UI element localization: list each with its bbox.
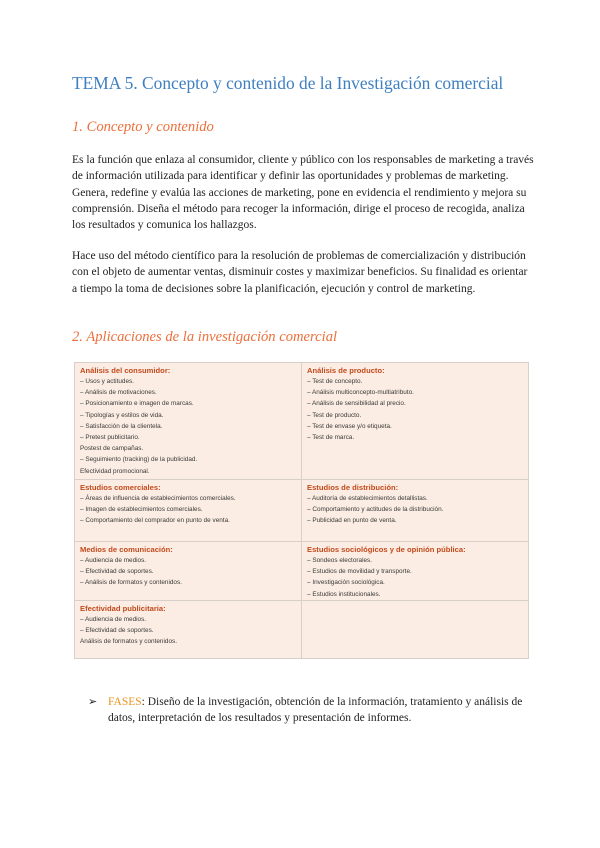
table-cell bbox=[302, 363, 529, 480]
table-cell-item: – Investigación sociológica. bbox=[307, 579, 385, 587]
table-cell-item: – Comportamiento y actitudes de la distribución. bbox=[307, 506, 444, 514]
table-cell-item: – Comportamiento del comprador en punto de venta. bbox=[80, 517, 230, 525]
table-cell-list bbox=[307, 376, 523, 443]
table-cell-item: – Análisis de motivaciones. bbox=[80, 389, 157, 397]
table-cell-item: Análisis de formatos y contenidos. bbox=[80, 638, 177, 646]
table-cell-item: – Audiencia de medios. bbox=[80, 616, 147, 623]
table-cell-item: – Efectividad de soportes. bbox=[80, 627, 154, 635]
table-cell-item: – Audiencia de medios. bbox=[80, 557, 147, 564]
table-cell-item: – Test de marca. bbox=[307, 434, 355, 442]
table-cell-empty bbox=[302, 601, 529, 659]
table-cell-item: – Usos y actitudes. bbox=[80, 378, 134, 385]
table-cell-title: Medios de comunicación: bbox=[80, 545, 173, 554]
table-cell bbox=[75, 363, 302, 480]
table-cell-title: Análisis de producto: bbox=[307, 366, 385, 375]
table-cell-item: – Efectividad de soportes. bbox=[80, 568, 154, 576]
table-cell-title: Estudios comerciales: bbox=[80, 483, 161, 492]
arrow-bullet-icon: ➢ bbox=[88, 695, 98, 708]
table-cell-list bbox=[80, 555, 296, 589]
table-cell-item: – Estudios institucionales. bbox=[307, 590, 381, 598]
table-cell-item: – Análisis de formatos y contenidos. bbox=[80, 579, 182, 587]
table-cell bbox=[302, 480, 529, 542]
table-cell-item: – Posicionamiento e imagen de marcas. bbox=[80, 400, 194, 408]
table-cell-list bbox=[307, 493, 523, 527]
table-cell-list bbox=[80, 614, 296, 648]
fases-label: FASES bbox=[108, 696, 142, 708]
table-cell-title: Estudios de distribución: bbox=[307, 483, 399, 492]
table-cell-item: – Pretest publicitario. bbox=[80, 434, 140, 442]
table-cell bbox=[302, 542, 529, 601]
table-cell-item: – Test de concepto. bbox=[307, 378, 363, 385]
table-cell-item: – Análisis multiconcepto-multiatributo. bbox=[307, 389, 414, 397]
fases-text bbox=[108, 694, 528, 727]
table-cell-item: Postest de campañas. bbox=[80, 445, 144, 453]
table-cell-list bbox=[80, 493, 296, 527]
section-1-heading: 1. Concepto y contenido bbox=[72, 119, 214, 135]
table-cell bbox=[75, 542, 302, 601]
table-cell-item: – Publicidad en punto de venta. bbox=[307, 517, 397, 525]
table-cell-list bbox=[307, 555, 523, 600]
table-cell-title: Análisis del consumidor: bbox=[80, 366, 171, 375]
table-cell-list bbox=[80, 376, 296, 477]
fases-description: : Diseño de la investigación, obtención de la información, tratamiento y análisis de datos, interpretación de los resultados y presentación de informes. bbox=[108, 696, 523, 725]
applications-table bbox=[74, 362, 529, 659]
table-cell-item: – Tipologías y estilos de vida. bbox=[80, 411, 164, 419]
table-cell-item: – Estudios de movilidad y transporte. bbox=[307, 568, 412, 576]
table-cell-item: – Satisfacción de la clientela. bbox=[80, 422, 163, 430]
section-1-paragraph-1: Es la función que enlaza al consumidor, cliente y público con los responsables de marketing a través de información utilizada para identificar y definir las oportunidades y problemas de marketing. Genera, redefine y evalúa las acciones de marketing, pone en evidencia el rendimiento y mejora su comprensión. Diseña el método para recoger la información, dirige el proceso de recogida, analiza los resultados y comunica los hallazgos. bbox=[72, 154, 534, 232]
table-cell-title: Estudios sociológicos y de opinión pública: bbox=[307, 545, 466, 554]
table-cell-item: – Imagen de establecimientos comerciales. bbox=[80, 506, 203, 514]
document-title: TEMA 5. Concepto y contenido de la Investigación comercial bbox=[72, 73, 504, 93]
table-cell bbox=[75, 601, 302, 659]
section-2-heading: 2. Aplicaciones de la investigación comercial bbox=[72, 329, 338, 345]
table-cell bbox=[75, 480, 302, 542]
section-1-paragraph-2: Hace uso del método científico para la resolución de problemas de comercialización y distribución con el objeto de aumentar ventas, disminuir costes y maximizar beneficios. Su finalidad es orientar a tiempo la toma de decisiones sobre la planificación, ejecución y control de marketing. bbox=[72, 250, 528, 295]
table-cell-item: – Áreas de influencia de establecimientos comerciales. bbox=[80, 495, 236, 502]
table-cell-item: – Auditoría de establecimientos detallistas. bbox=[307, 495, 428, 502]
table-cell-item: – Sondeos electorales. bbox=[307, 557, 373, 564]
table-cell-item: – Test de producto. bbox=[307, 411, 362, 419]
table-cell-title: Efectividad publicitaria: bbox=[80, 604, 166, 613]
table-cell-item: – Análisis de sensibilidad al precio. bbox=[307, 400, 406, 408]
table-cell-item: – Test de envase y/o etiqueta. bbox=[307, 422, 392, 430]
table-cell-item: Efectividad promocional. bbox=[80, 467, 150, 475]
table-cell-item: – Seguimiento (tracking) de la publicidad. bbox=[80, 456, 198, 464]
